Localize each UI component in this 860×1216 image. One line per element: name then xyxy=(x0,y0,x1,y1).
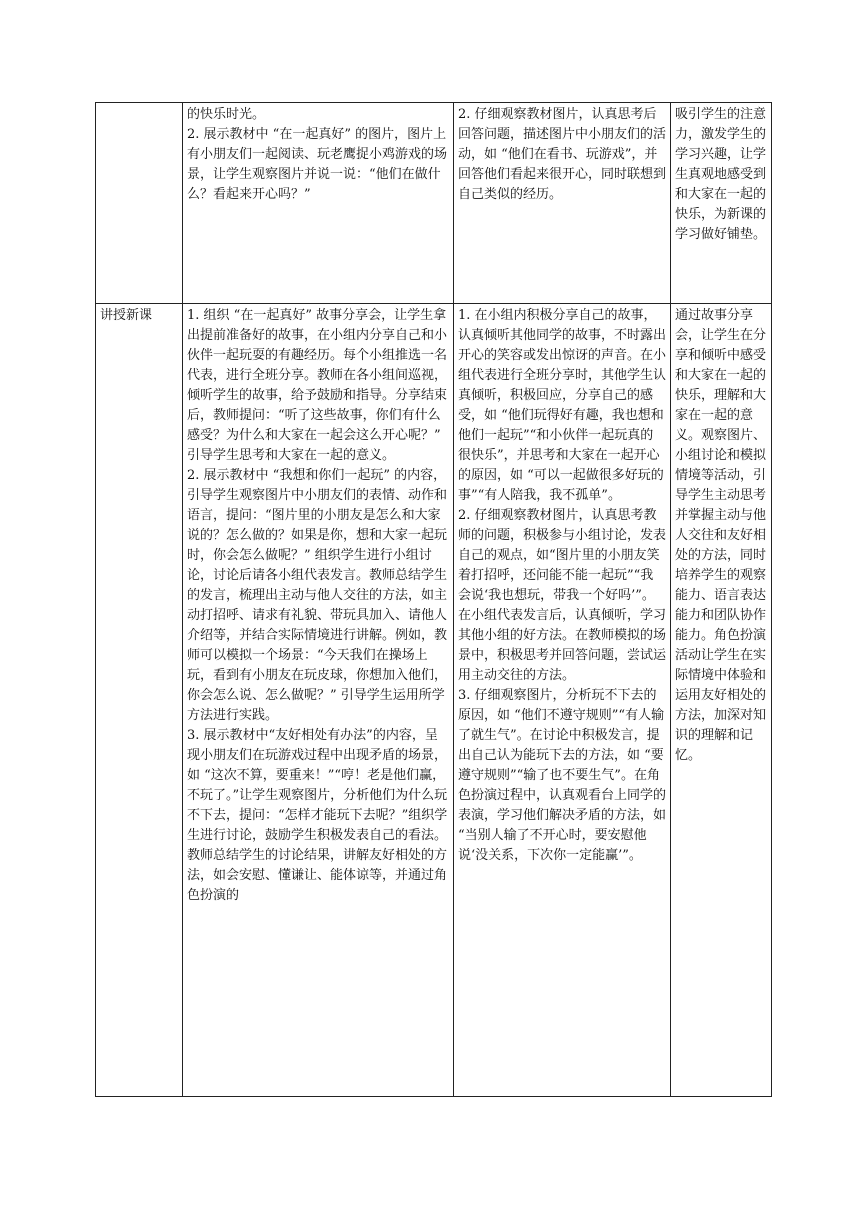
table-row xyxy=(96,103,772,304)
student-paragraph: 3. 仔细观察图片，分析玩不下去的原因，如 “他们不遵守规则”“有人输了就生气”。在讨论中积极发言，提出自己认为能玩下去的方法，如 “要遵守规则”“输了也不要生气”。在角色扮演过程中，认真观看台上同学的表演，学习他们解决矛盾的方法，如 “当别人输了不开心时，要安慰他说‘没关系，下次你一定能赢’”。 xyxy=(458,688,671,863)
design-intent-cell xyxy=(671,103,772,304)
stage-cell: 讲授新课 xyxy=(96,304,183,1097)
table-row xyxy=(96,304,772,1097)
intent-paragraph: 吸引学生的注意力，激发学生的学习兴趣，让学生真观地感受到和大家在一起的快乐，为新课的学习做好铺垫。 xyxy=(675,107,767,242)
teacher-paragraph: 的快乐时光。 xyxy=(187,107,266,122)
student-paragraph: 2. 仔细观察教材图片，认真思考教师的问题，积极参与小组讨论，发表自己的观点，如“图片里的小朋友笑着打招呼，还问能不能一起玩”“我会说‘我也想玩，带我一个好吗’”。在小组代表发言后，认真倾听，学习其他小组的好方法。在教师模拟的场景中，积极思考并回答问题，尝试运用主动交往的方法。 xyxy=(458,508,667,683)
teacher-paragraph: 2. 展示教材中 “在一起真好” 的图片，图片上有小朋友们一起阅读、玩老鹰捉小鸡游戏的场景，让学生观察图片并说一说：“他们在做什么？看起来开心吗？” xyxy=(187,127,448,202)
teacher-activity-cell xyxy=(183,103,454,304)
teacher-paragraph: 1. 组织 “在一起真好” 故事分享会，让学生拿出提前准备好的故事，在小组内分享自己和小伙伴一起玩耍的有趣经历。每个小组推选一名代表，进行全班分享。教师在各小组间巡视，倾听学生的故事，给予鼓励和指导。分享结束后，教师提问：“听了这些故事，你们有什么感受？为什么和大家在一起会这么开心呢？” 引导学生思考和大家在一起的意义。 xyxy=(187,308,448,463)
student-activity-cell xyxy=(454,304,671,1097)
student-paragraph: 2. 仔细观察教材图片，认真思考后回答问题，描述图片中小朋友们的活动，如 “他们在看书、玩游戏”，并回答他们看起来很开心，同时联想到自己类似的经历。 xyxy=(458,107,667,202)
lesson-plan-table xyxy=(95,102,772,1097)
student-paragraph: 1. 在小组内积极分享自己的故事，认真倾听其他同学的故事，不时露出开心的笑容或发出惊讶的声音。在小组代表进行全班分享时，其他学生认真倾听，积极回应，分享自己的感受，如 “他们玩得好有趣，我也想和他们一起玩”“和小伙伴一起玩真的很快乐”，并思考和大家在一起开心的原因，如 “可以一起做很多好玩的事”“有人陪我，我不孤单”。 xyxy=(458,308,667,503)
design-intent-cell xyxy=(671,304,772,1097)
student-activity-cell xyxy=(454,103,671,304)
intent-paragraph: 通过故事分享会，让学生在分享和倾听中感受和大家在一起的快乐，理解和大家在一起的意义。观察图片、小组讨论和模拟情境等活动，引导学生主动思考并掌握主动与他人交往和友好相处的方法，同时培养学生的观察能力、语言表达能力和团队协作能力。角色扮演活动让学生在实际情境中体验和运用友好相处的方法，加深对知识的理解和记忆。 xyxy=(675,308,767,763)
teacher-paragraph: 3. 展示教材中“友好相处有办法”的内容，呈现小朋友们在玩游戏过程中出现矛盾的场景，如 “这次不算，要重来！”“哼！老是他们赢，不玩了。”让学生观察图片，分析他们为什么玩不下去，提问：“怎样才能玩下去呢？”组织学生进行讨论，鼓励学生积极发表自己的看法。教师总结学生的讨论结果，讲解友好相处的方法，如会安慰、懂谦让、能体谅等，并通过角色扮演的 xyxy=(187,728,448,903)
teacher-paragraph: 2. 展示教材中 “我想和你们一起玩” 的内容，引导学生观察图片中小朋友们的表情、动作和语言，提问：“图片里的小朋友是怎么和大家说的？怎么做的？如果是你，想和大家一起玩时，你会怎么做呢？” 组织学生进行小组讨论，讨论后请各小组代表发言。教师总结学生的发言，梳理出主动与他人交往的方法，如主动打招呼、请求有礼貌、带玩具加入、请他人介绍等，并结合实际情境进行讲解。例如，教师可以模拟一个场景：“今天我们在操场上玩，看到有小朋友在玩皮球，你想加入他们，你会怎么说、怎么做呢？” 引导学生运用所学方法进行实践。 xyxy=(187,468,448,723)
teacher-activity-cell xyxy=(183,304,454,1097)
stage-cell xyxy=(96,103,183,304)
